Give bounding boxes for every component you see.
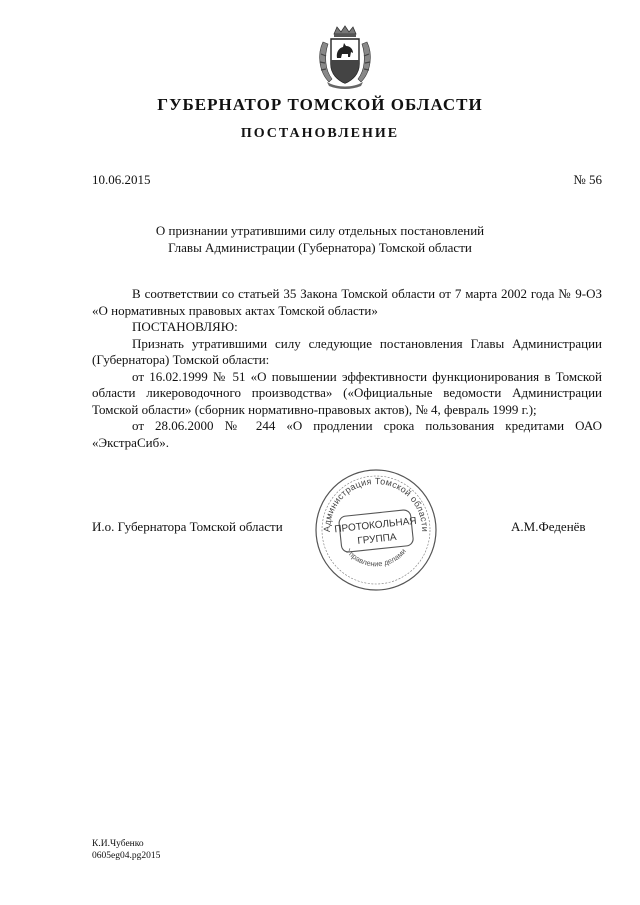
document-footer [92, 838, 160, 862]
document-subject [0, 222, 640, 256]
body-paragraph: Признать утратившими силу следующие постановления Главы Администрации (Губернатора) Томской области: [92, 335, 602, 367]
issuer-title: ГУБЕРНАТОР ТОМСКОЙ ОБЛАСТИ [157, 95, 483, 114]
signer-name: А.М.Феденёв [511, 519, 586, 534]
svg-text:Управление делами [344, 547, 408, 569]
seal-bottom-text: Управление делами [344, 546, 408, 569]
footer-author: К.И.Чубенко [92, 839, 144, 849]
body-paragraph: В соответствии со статьей 35 Закона Томской области от 7 марта 2002 года № 9-ОЗ «О нормативных правовых актах Томской области» [92, 286, 602, 318]
seal-center-text: ПРОТОКОЛЬНАЯ [333, 515, 418, 536]
document-type: ПОСТАНОВЛЕНИЕ [240, 126, 400, 141]
subject-line: О признании утратившими силу отдельных постановлений [155, 223, 485, 238]
footer-file: 0605eg04.pg2015 [92, 851, 161, 861]
signer-title: И.о. Губернатора Томской области [92, 519, 283, 534]
decree-word: ПОСТАНОВЛЯЮ: [132, 319, 238, 334]
body-paragraph: от 16.02.1999 № 51 «О повышении эффективности функционирования в Томской области ликероводочного производства» («Официальные ведомости Администрации Томской области» (сборник нормативно-правовых актов), № 4, февраль 1999 г.); [92, 368, 602, 417]
body-paragraph: от 28.06.2000 № 244 «О продлении срока пользования кредитами ОАО «ЭкстраСиб». [92, 418, 602, 450]
document-number: № 56 [573, 172, 602, 187]
official-seal-stamp [313, 467, 439, 593]
document-body [92, 286, 602, 451]
tomsk-region-coat-of-arms-icon [315, 24, 375, 90]
seal-center-text: ГРУППА [356, 531, 398, 547]
document-date: 10.06.2015 [92, 172, 151, 187]
subject-line: Главы Администрации (Губернатора) Томской области [168, 240, 472, 255]
seal-outer-text: Администрация Томской области [321, 475, 431, 533]
